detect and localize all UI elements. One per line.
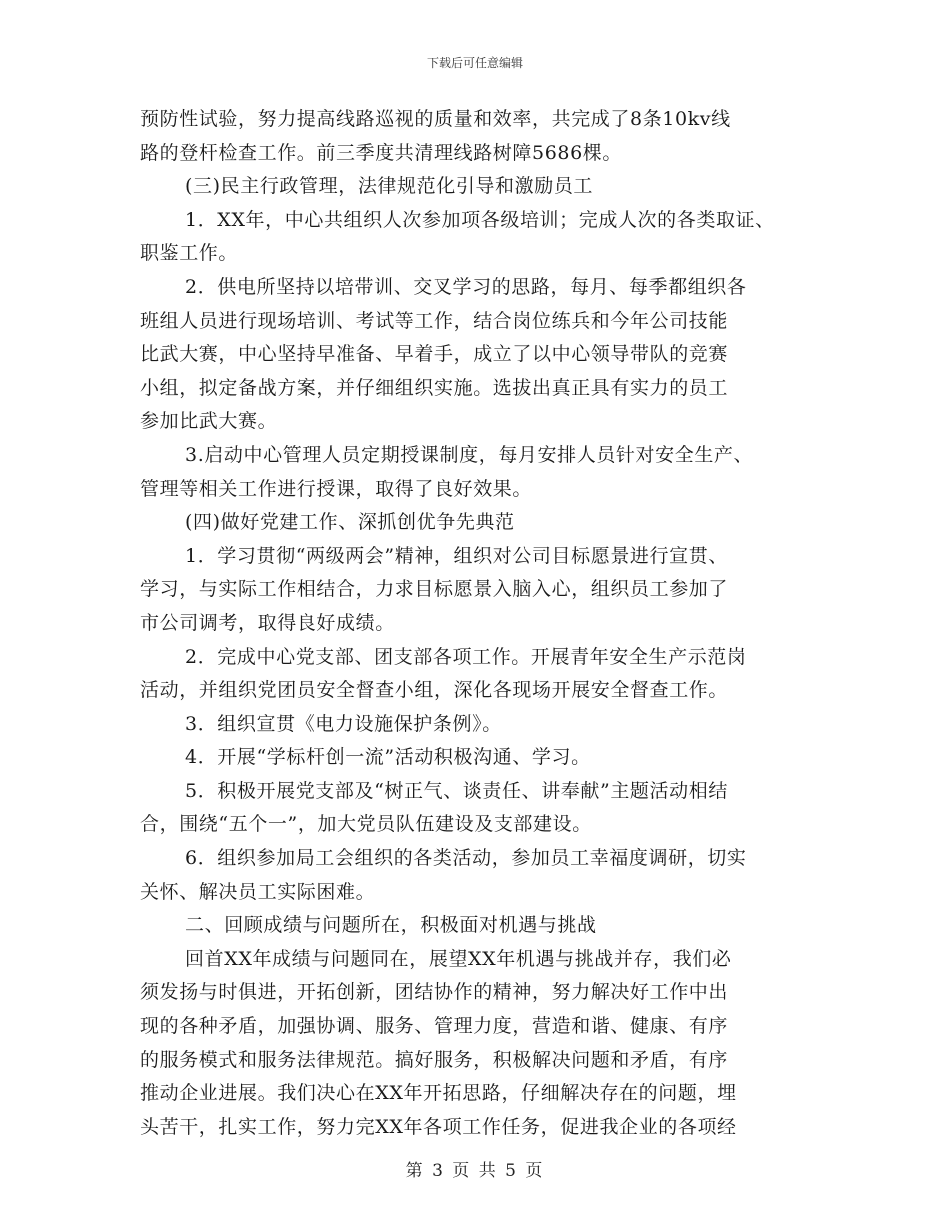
text-line: 班组人员进行现场培训、考试等工作，结合岗位练兵和今年公司技能	[140, 309, 729, 332]
text-line: 合，围绕“五个一”，加大党员队伍建设及支部建设。	[140, 813, 592, 836]
text-line: 学习，与实际工作相结合，力求目标愿景入脑入心，组织员工参加了	[140, 578, 729, 601]
text-line: 现的各种矛盾，加强协调、服务、管理力度，营造和谐、健康、有序	[140, 1015, 729, 1038]
text-line: 预防性试验，努力提高线路巡视的质量和效率，共完成了8条10kv线	[140, 108, 731, 130]
text-line: 1．XX年，中心共组织人次参加项各级培训；完成人次的各类取证、	[185, 208, 775, 231]
text-line: 关怀、解决员工实际困难。	[140, 880, 376, 903]
text-line: 参加比武大赛。	[140, 410, 278, 433]
text-line: 小组，拟定备战方案，并仔细组织实施。选拔出真正具有实力的员工	[140, 376, 729, 399]
text-line: 二、回顾成绩与问题所在，积极面对机遇与挑战	[185, 914, 597, 937]
text-line: 职鉴工作。	[140, 242, 239, 265]
page-number-footer: 第 3 页 共 5 页	[405, 1161, 545, 1181]
text-line: 4．开展“学标杆创一流”活动积极沟通、学习。	[185, 746, 591, 769]
text-line: 路的登杆检查工作。前三季度共清理线路树障5686棵。	[140, 141, 622, 164]
text-line: 比武大赛，中心坚持早准备、早着手，成立了以中心领导带队的竞赛	[140, 343, 729, 366]
text-line: (三)民主行政管理，法律规范化引导和激励员工	[185, 175, 594, 198]
header-note: 下载后可任意编辑	[426, 56, 523, 70]
text-line: 头苦干，扎实工作，努力完XX年各项工作任务，促进我企业的各项经	[140, 1115, 737, 1138]
text-line: 回首XX年成绩与问题同在，展望XX年机遇与挑战并存，我们必	[185, 947, 732, 970]
text-line: 市公司调考，取得良好成绩。	[140, 611, 395, 634]
text-line: 6．组织参加局工会组织的各类活动，参加员工幸福度调研，切实	[185, 847, 747, 870]
document-body	[140, 103, 830, 1144]
text-line: 3．组织宣贯《电力设施保护条例》。	[185, 712, 502, 735]
text-line: 2．供电所坚持以培带训、交叉学习的思路，每月、每季都组织各	[185, 275, 747, 298]
text-line: 2．完成中心党支部、团支部各项工作。开展青年安全生产示范岗	[185, 645, 747, 668]
text-line: 须发扬与时俱进，开拓创新，团结协作的精神，努力解决好工作中出	[140, 981, 729, 1004]
text-line: 3.启动中心管理人员定期授课制度，每月安排人员针对安全生产、	[185, 443, 754, 466]
text-line: 5．积极开展党支部及“树正气、谈责任、讲奉献”主题活动相结	[185, 779, 728, 802]
text-line: 管理等相关工作进行授课，取得了良好效果。	[140, 477, 533, 500]
text-line: (四)做好党建工作、深抓创优争先典范	[185, 511, 515, 534]
text-line: 1．学习贯彻“两级两会”精神，组织对公司目标愿景进行宣贯、	[185, 544, 728, 567]
text-line: 推动企业进展。我们决心在XX年开拓思路，仔细解决存在的问题，埋	[140, 1082, 737, 1105]
text-line: 活动，并组织党团员安全督查小组，深化各现场开展安全督查工作。	[140, 679, 729, 702]
text-line: 的服务模式和服务法律规范。搞好服务，积极解决问题和矛盾，有序	[140, 1048, 729, 1071]
